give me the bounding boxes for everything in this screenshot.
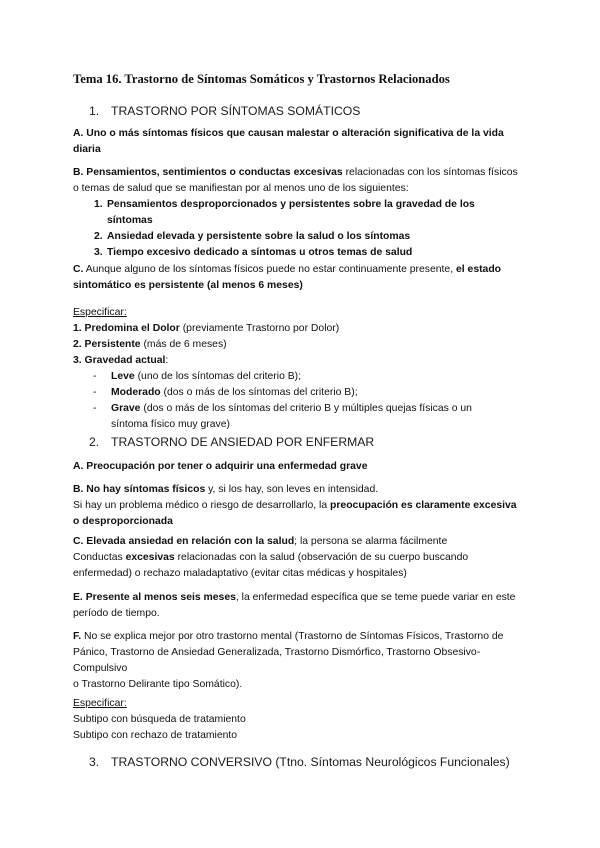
section-label: TRASTORNO DE ANSIEDAD POR ENFERMAR (111, 435, 375, 449)
specifier-item: 2. Persistente (más de 6 meses) (73, 339, 227, 350)
criterion-text: , la enfermedad específica que se teme puede variar en este período de tiempo. (73, 592, 516, 619)
criterion-c-1: C. Aunque alguno de los síntomas físicos puede no estar continuamente presente, el estado sintomático es persistente (al menos 6 meses) (73, 264, 502, 291)
list-item: 1. Pensamientos desproporcionados y persistentes sobre la gravedad de los síntomas (94, 199, 475, 226)
criterion-text: No se explica mejor por otro trastorno mental (Trastorno de Síntomas Físicos, Trastorno de Pánico, Trastorno de Ansiedad Generalizada, Trastorno Dismórfico, Trastorno Obsesivo-Compulsivo (73, 631, 504, 674)
criterion-e-2 (73, 590, 521, 622)
specifier-item: Subtipo con búsqueda de tratamiento (73, 714, 246, 725)
section-heading-3 (89, 755, 510, 769)
list-item: - Moderado (dos o más de los síntomas del criterio B); (93, 387, 358, 398)
criterion-text: A. Uno o más síntomas físicos que causan malestar o alteración significativa de la vida diaria (73, 128, 504, 155)
specifier-item: Subtipo con rechazo de tratamiento (73, 730, 238, 741)
specifier-heading: Especificar: (73, 698, 127, 709)
criterion-text: Aunque alguno de los síntomas físicos puede no estar continuamente presente, (83, 264, 456, 275)
severity-list (73, 369, 521, 433)
section-label: TRASTORNO POR SÍNTOMAS SOMÁTICOS (111, 104, 361, 118)
list-item: - Leve (uno de los síntomas del criterio B); (93, 371, 302, 382)
criterion-b-2 (73, 482, 521, 530)
criterion-text: relacionadas con la salud (observación de su cuerpo buscando enfermedad) o rechazo maladaptativo (evitar citas médicas y hospitales) (73, 552, 469, 579)
criterion-bold: B. No hay síntomas físicos (73, 484, 206, 495)
criterion-text: relacionadas con los síntomas físicos o temas de salud que se manifiestan por al menos uno de los siguientes: (73, 167, 518, 194)
criterion-text: Si hay un problema médico o riesgo de desarrollarlo, la (73, 500, 331, 511)
section-heading-1 (89, 104, 360, 118)
section-heading-2 (89, 435, 374, 449)
criterion-text: A. Preocupación por tener o adquirir una enfermedad grave (73, 461, 368, 472)
criterion-f-2: F. No se explica mejor por otro trastorno mental (Trastorno de Síntomas Físicos, Trastorno de Pánico, Trastorno de Ansiedad Generalizada, Trastorno Dismórfico, Trastorno Obsesivo-Compulsivo o Trastorno Delirante tipo Somático). (73, 629, 521, 693)
section-number: 3. (89, 755, 100, 769)
criterion-bold: E. Presente al menos seis meses (73, 592, 236, 603)
criterion-text: y, si los hay, son leves en intensidad. (205, 484, 379, 495)
criterion-text: o Trastorno Delirante tipo Somático). (73, 679, 243, 690)
section-number: 2. (89, 435, 100, 449)
criterion-bold: el estado sintomático es persistente (al menos 6 meses) (73, 264, 502, 291)
criterion-bold: C. Elevada ansiedad en relación con la salud (73, 536, 295, 547)
section-label: TRASTORNO CONVERSIVO (Ttno. Síntomas Neurológicos Funcionales) (111, 755, 510, 769)
specifier-item: 3. Gravedad actual: (73, 355, 169, 366)
criterion-text: ; la persona se alarma fácilmente (294, 536, 448, 547)
specifier-item: 1. Predomina el Dolor (previamente Trastorno por Dolor) (73, 323, 340, 334)
specifier-heading: Especificar: (73, 307, 127, 318)
criterion-a-1 (73, 126, 521, 158)
criterion-b-list (73, 197, 521, 261)
criterion-bold: preocupación es claramente excesiva o desproporcionada (73, 500, 517, 527)
list-item: - Grave (dos o más de los síntomas del criterio B y múltiples quejas físicas o un síntoma físico muy grave) (93, 403, 472, 430)
criterion-bold: B. Pensamientos, sentimientos o conductas excesivas (73, 167, 343, 178)
criterion-a-2 (73, 459, 521, 475)
specifier-block-1 (73, 305, 521, 433)
criterion-c-2: C. Elevada ansiedad en relación con la salud; la persona se alarma fácilmente Conductas excesivas relacionadas con la salud (observación de su cuerpo buscando enfermedad) o rechazo maladaptativo (evitar citas médicas y hospitales) (73, 536, 469, 579)
specifier-block-2 (73, 696, 521, 744)
section-number: 1. (89, 104, 100, 118)
list-item: 3. Tiempo excesivo dedicado a síntomas u otros temas de salud (94, 247, 413, 258)
criterion-b-1 (73, 165, 521, 261)
page-title: Tema 16. Trastorno de Síntomas Somáticos y Trastornos Relacionados (73, 72, 450, 86)
list-item: 2. Ansiedad elevada y persistente sobre la salud o los síntomas (94, 231, 411, 242)
